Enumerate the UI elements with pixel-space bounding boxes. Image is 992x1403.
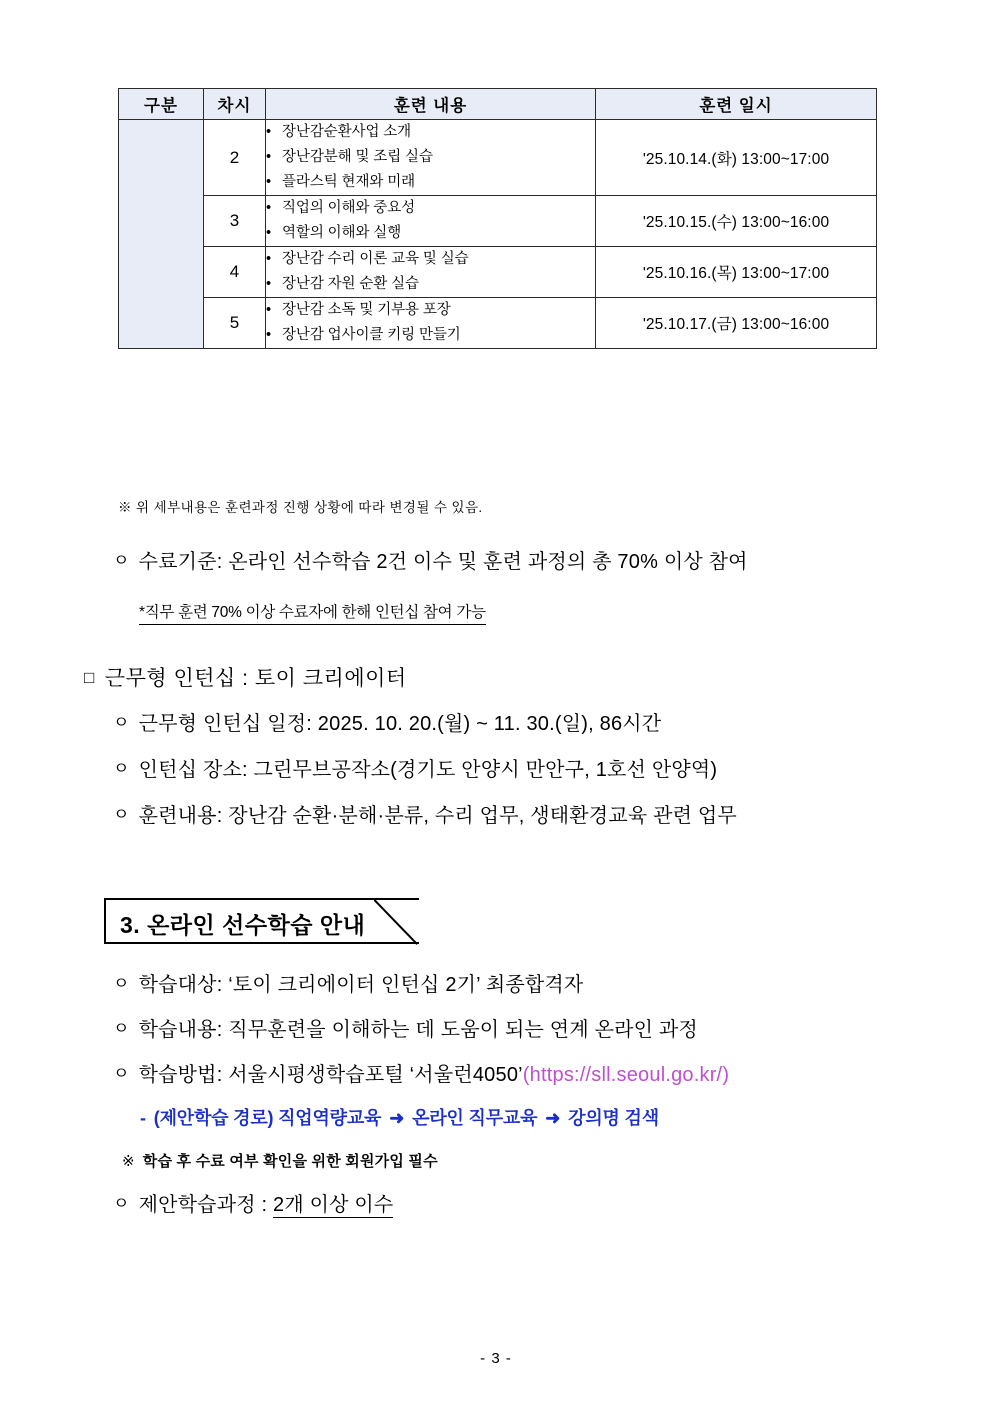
bullet-o-icon: ㅇ — [113, 1064, 130, 1083]
content-list — [266, 298, 595, 348]
list-item: • 장난감 수리 이론 교육 및 실습 — [266, 247, 595, 272]
datetime-value: '25.10.15.(수) 13:00~16:00 — [596, 196, 877, 247]
content-cell — [266, 196, 596, 247]
table-row — [119, 247, 877, 298]
table-footnote: ※ 위 세부내용은 훈련과정 진행 상황에 따라 변경될 수 있음. — [118, 500, 483, 515]
section-3-title-text: 3. 온라인 선수학습 안내 — [120, 912, 366, 938]
learning-method-text: 학습방법: 서울시평생학습포털 ‘서울런4050’ — [138, 1064, 523, 1086]
list-item: • 장난감분해 및 조립 실습 — [266, 145, 595, 170]
learning-method-line — [113, 1058, 729, 1087]
arrow-right-icon: ➜ — [389, 1108, 405, 1128]
datetime-value: '25.10.16.(목) 13:00~17:00 — [596, 247, 877, 298]
path-mid-text: 온라인 직무교육 — [412, 1108, 538, 1128]
table-row — [119, 196, 877, 247]
star-icon: ※ — [122, 1153, 135, 1170]
datetime-value: '25.10.14.(화) 13:00~17:00 — [596, 120, 877, 196]
list-item: • 장난감 업사이클 키링 만들기 — [266, 323, 595, 348]
column-header-chasi: 차시 — [204, 89, 266, 120]
column-header-datetime: 훈련 일시 — [596, 89, 877, 120]
chasi-value: 3 — [204, 196, 266, 247]
chasi-value: 5 — [204, 298, 266, 349]
column-header-content: 훈련 내용 — [266, 89, 596, 120]
internship-location-text: 인턴십 장소: 그린무브공작소(경기도 안양시 만안구, 1호선 안양역) — [138, 759, 718, 781]
arrow-right-icon: ➜ — [545, 1108, 561, 1128]
list-item: • 장난감 소독 및 기부용 포장 — [266, 298, 595, 323]
section-3-title-tag — [104, 898, 419, 944]
chasi-value: 4 — [204, 247, 266, 298]
training-schedule-table-wrapper — [118, 88, 876, 349]
suggested-path-line — [140, 1104, 659, 1130]
content-list — [266, 120, 595, 195]
completion-criteria-text: 수료기준: 온라인 선수학습 2건 이수 및 훈련 과정의 총 70% 이상 참여 — [138, 551, 748, 573]
learning-target-line — [113, 968, 583, 997]
path-prefix-text: (제안학습 경로) 직업역량교육 — [153, 1108, 382, 1128]
corner-slash-icon — [374, 898, 420, 946]
content-list — [266, 196, 595, 246]
list-item: • 장난감순환사업 소개 — [266, 120, 595, 145]
content-cell — [266, 298, 596, 349]
content-cell — [266, 120, 596, 196]
path-suffix-text: 강의명 검색 — [568, 1108, 659, 1128]
list-item: • 직업의 이해와 중요성 — [266, 196, 595, 221]
suggested-course-value: 2개 이상 이수 — [273, 1194, 394, 1216]
bullet-o-icon: ㅇ — [113, 713, 130, 732]
bullet-o-icon: ㅇ — [113, 805, 130, 824]
internship-location-line — [113, 753, 717, 782]
membership-note — [122, 1150, 438, 1171]
internship-content-line — [113, 799, 737, 828]
training-schedule-table — [118, 88, 877, 349]
internship-heading-text: 근무형 인턴십 : 토이 크리에이터 — [104, 667, 407, 690]
chasi-value: 2 — [204, 120, 266, 196]
column-header-gubun: 구분 — [119, 89, 204, 120]
bullet-o-icon: ㅇ — [113, 974, 130, 993]
content-cell — [266, 247, 596, 298]
table-row — [119, 120, 877, 196]
square-bullet-icon: □ — [84, 668, 95, 687]
internship-heading — [84, 662, 407, 692]
completion-criteria-line — [113, 545, 748, 574]
internship-schedule-text: 근무형 인턴십 일정: 2025. 10. 20.(월) ~ 11. 30.(일), 86시간 — [138, 713, 662, 735]
bullet-o-icon: ㅇ — [113, 759, 130, 778]
membership-note-text: 학습 후 수료 여부 확인을 위한 회원가입 필수 — [142, 1153, 438, 1170]
internship-schedule-line — [113, 707, 661, 736]
gubun-merged-cell — [119, 120, 204, 349]
completion-criteria-subnote: *직무 훈련 70% 이상 수료자에 한해 인턴십 참여 가능 — [139, 600, 486, 625]
dash-icon: - — [140, 1108, 146, 1128]
bullet-o-icon: ㅇ — [113, 1194, 130, 1213]
seoul-learn-portal-link[interactable]: (https://sll.seoul.go.kr/) — [522, 1064, 730, 1086]
section-3-header — [104, 898, 504, 944]
datetime-value: '25.10.17.(금) 13:00~16:00 — [596, 298, 877, 349]
page-number: - 3 - — [480, 1350, 512, 1367]
table-row — [119, 298, 877, 349]
bullet-o-icon: ㅇ — [113, 1019, 130, 1038]
list-item: • 플라스틱 현재와 미래 — [266, 170, 595, 195]
learning-target-text: 학습대상: ‘토이 크리에이터 인턴십 2기’ 최종합격자 — [138, 974, 584, 996]
learning-content-text: 학습내용: 직무훈련을 이해하는 데 도움이 되는 연계 온라인 과정 — [138, 1019, 698, 1041]
table-header-row — [119, 89, 877, 120]
suggested-course-label: 제안학습과정 : — [138, 1194, 274, 1216]
learning-content-line — [113, 1013, 698, 1042]
list-item: • 장난감 자원 순환 실습 — [266, 272, 595, 297]
internship-content-text: 훈련내용: 장난감 순환·분해·분류, 수리 업무, 생태환경교육 관련 업무 — [138, 805, 737, 827]
list-item: • 역할의 이해와 실행 — [266, 221, 595, 246]
content-list — [266, 247, 595, 297]
suggested-course-line — [113, 1188, 393, 1217]
bullet-o-icon: ㅇ — [113, 551, 130, 570]
